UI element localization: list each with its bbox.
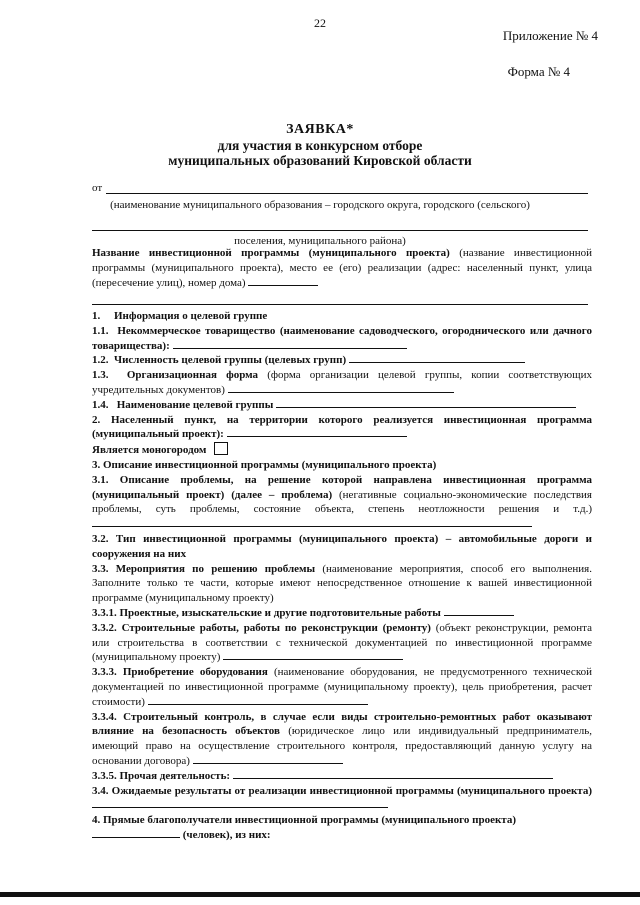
applicant-name-line[interactable] <box>106 193 588 194</box>
equipment-input[interactable] <box>148 695 368 705</box>
section-3-3-2: 3.3.2. Строительные работы, работы по реконструкции (ремонту) (объект реконструкции, ремонта или строительства в соответствии с технической документацией по инвестиционной программе (муниципальному проекту) <box>92 621 592 664</box>
section-3-3-4: 3.3.4. Строительный контроль, в случае если виды строительно-ремонтных работ оказывают влияние на безопасность объектов (юридическое лицо или индивидуальный предприниматель, имеющий право на осуществление строительного контроля, предоставляющий данную услугу на основании договора) <box>92 710 592 767</box>
section-3: 3. Описание инвестиционной программы (муниципального проекта) <box>92 458 437 471</box>
section-2: 2. Населенный пункт, на территории которого реализуется инвестиционная программа (муниципальный проект): <box>92 413 592 441</box>
section-1-3: 1.3. Организационная форма (форма организации целевой группы, копии соответствующих учредительных документов) <box>92 369 592 396</box>
locality-input[interactable] <box>227 427 407 437</box>
prep-works-input[interactable] <box>444 606 514 616</box>
program-name-line[interactable] <box>92 304 588 305</box>
partnership-input[interactable] <box>173 339 407 349</box>
org-form-input[interactable] <box>228 383 454 393</box>
supervision-input[interactable] <box>193 754 343 764</box>
subtitle-line-1: для участия в конкурсном отборе <box>217 138 423 153</box>
section-3-3: 3.3. Мероприятия по решению проблемы (наименование мероприятия, способ его выполнения. Заполните только те части, которые имеют непосредственное отношение к вашей инвестиционной программе (муниципальному проекту) <box>92 562 592 605</box>
form-sections <box>92 309 592 843</box>
program-name-field: Название инвестиционной программы (муниципального проекта) (название инвестиционной программы (муниципального проекта), место ее (его) реализации (адрес: населенный пункт, улица (пересечение улиц), номер дома) <box>92 247 593 289</box>
problem-input[interactable] <box>92 517 532 527</box>
section-1-1: 1.1. Некоммерческое товарищество (наименование садоводческого, огороднического или дачного товарищества): <box>92 324 592 352</box>
group-size-input[interactable] <box>349 353 525 363</box>
applicant-name-line-2[interactable] <box>92 230 588 231</box>
section-4-people: (человек), из них: <box>92 828 592 843</box>
page-title: ЗАЯВКА* <box>286 122 354 137</box>
form-body <box>92 246 592 290</box>
section-1-2: 1.2. Численность целевой группы (целевых групп) <box>92 353 592 368</box>
section-3-1: 3.1. Описание проблемы, на решение которой направлена инвестиционная программа (муниципальный проект) (далее – проблема) (негативные социально-экономические последствия проблемы, суть проблемы, состояние объекта, степень неотложности решения и т.д.) <box>92 473 592 532</box>
other-activity-input[interactable] <box>233 769 553 779</box>
monotown-checkbox[interactable] <box>214 442 228 455</box>
beneficiaries-input[interactable] <box>92 828 180 838</box>
applicant-note-1: (наименование муниципального образования – городского округа, городского (сельского) <box>110 199 530 211</box>
section-1: 1. Информация о целевой группе <box>92 310 268 322</box>
program-name-input[interactable] <box>248 276 318 286</box>
section-2-mono: Является моногородом <box>92 442 592 458</box>
from-label: от <box>92 182 103 194</box>
section-1-4: 1.4. Наименование целевой группы <box>92 398 592 413</box>
section-4: 4. Прямые благополучатели инвестиционной программы (муниципального проекта) <box>92 814 516 827</box>
section-3-3-5: 3.3.5. Прочая деятельность: <box>92 769 592 784</box>
section-3-4: 3.4. Ожидаемые результаты от реализации инвестиционной программы (муниципального проекта) <box>92 784 592 814</box>
results-input[interactable] <box>92 798 388 808</box>
page-number: 22 <box>314 16 326 30</box>
subtitle-line-2: муниципальных образований Кировской области <box>168 153 472 168</box>
appendix-label: Приложение № 4 <box>502 28 598 43</box>
form-number: Форма № 4 <box>507 64 570 79</box>
construction-input[interactable] <box>223 650 403 660</box>
page-bottom-border <box>0 892 640 897</box>
section-3-2: 3.2. Тип инвестиционной программы (муниципального проекта) – автомобильные дороги и сооружения на них <box>92 532 592 560</box>
section-3-3-1: 3.3.1. Проектные, изыскательские и другие подготовительные работы <box>92 606 592 621</box>
group-name-input[interactable] <box>276 398 576 408</box>
applicant-note-2: поселения, муниципального района) <box>234 235 406 247</box>
section-3-3-3: 3.3.3. Приобретение оборудования (наименование оборудования, не предусмотренного технической документацией по инвестиционной программе (муниципальному проекту), цель приобретения, расчет стоимости) <box>92 666 592 708</box>
